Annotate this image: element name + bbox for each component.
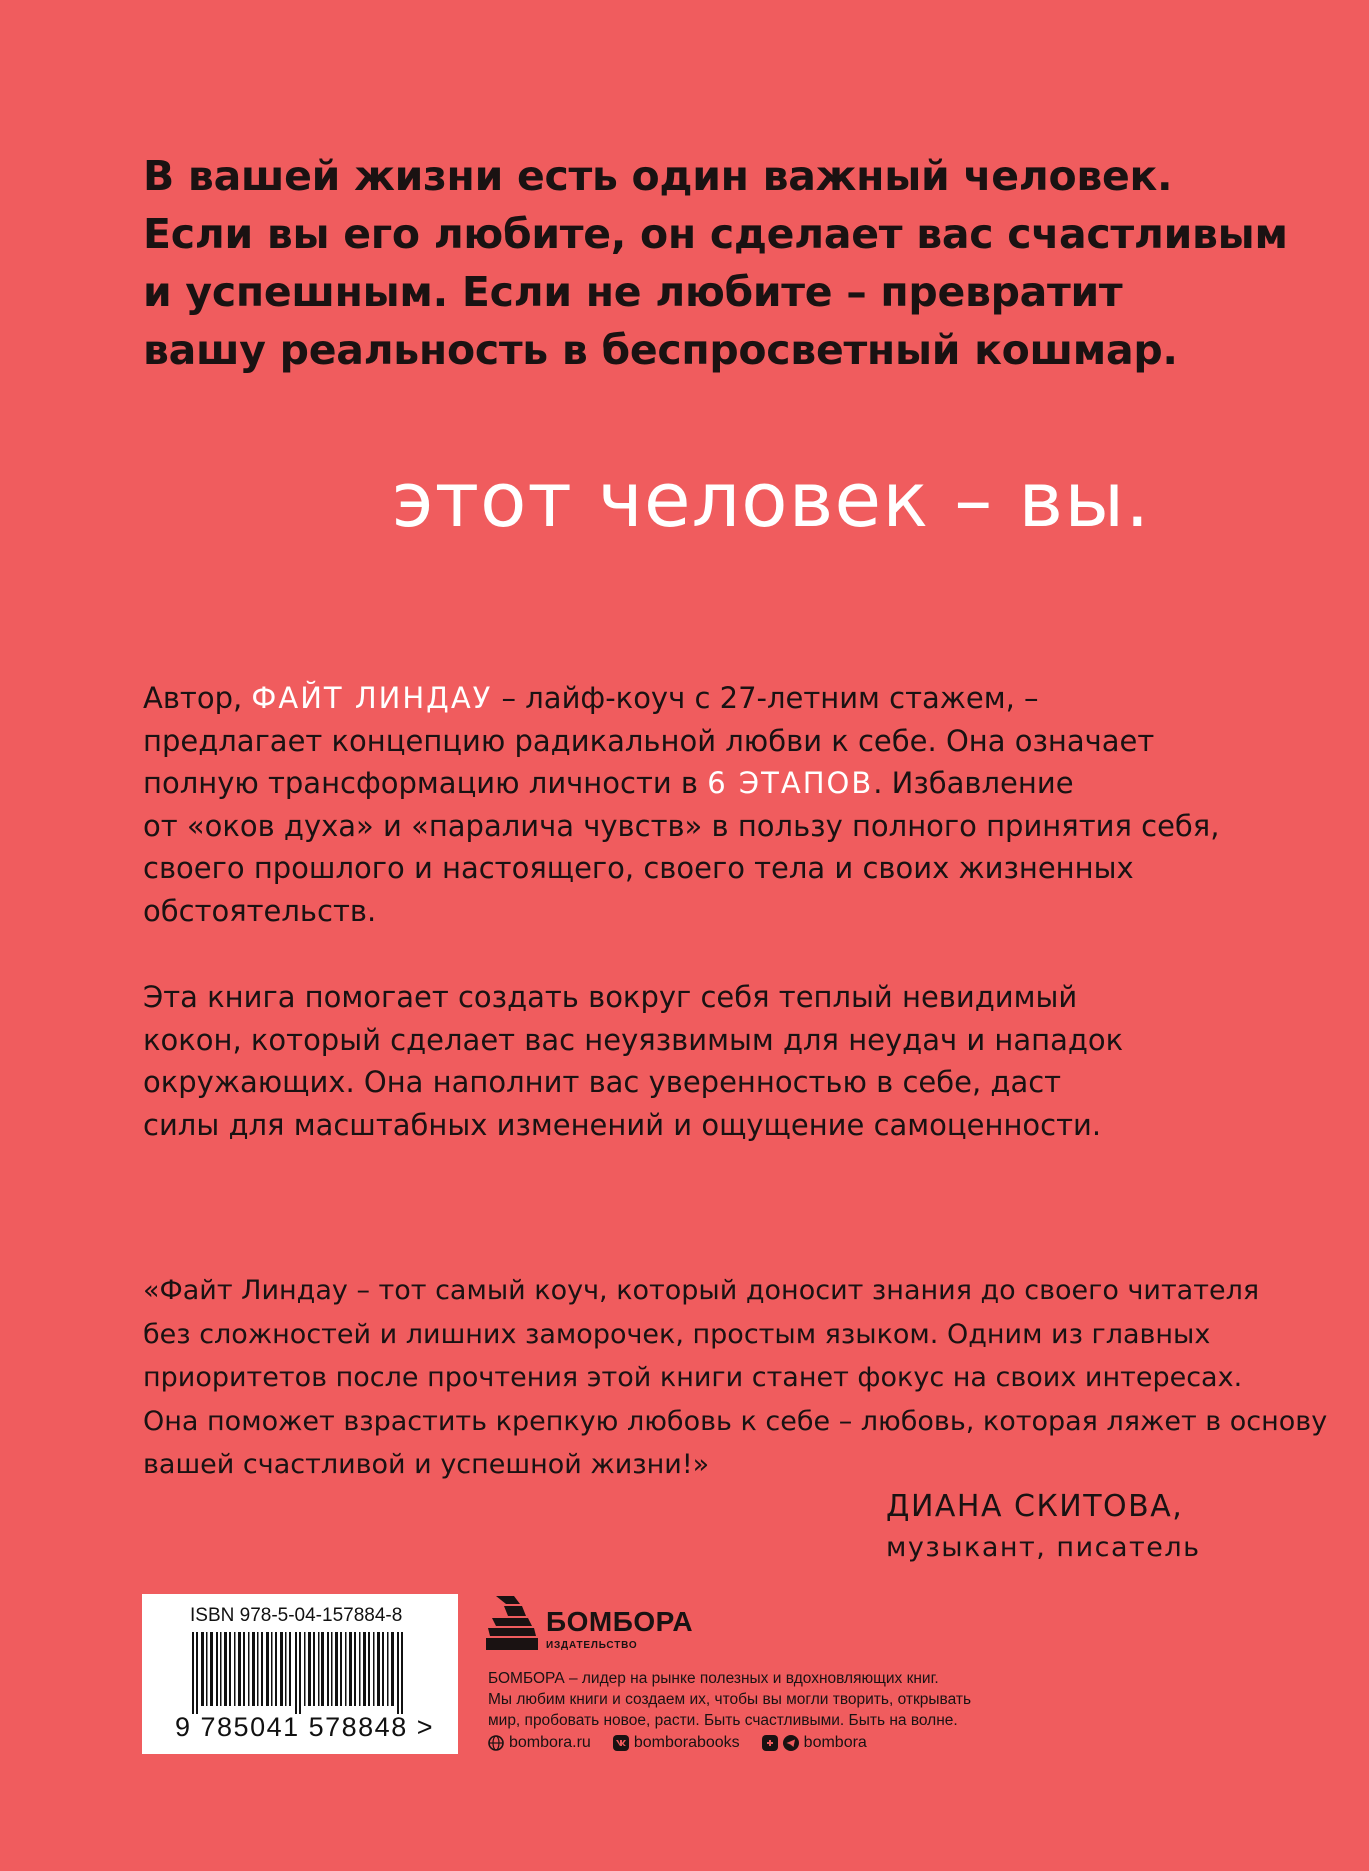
messenger-label: bombora: [803, 1734, 867, 1751]
vk-label: bomborabooks: [633, 1734, 740, 1751]
publisher-socials: [488, 1734, 889, 1752]
vk-icon: [613, 1735, 629, 1751]
barcode-digits: 9 785041 578848 >: [175, 1712, 434, 1742]
publisher-subtitle: ИЗДАТЕЛЬСТВО: [546, 1640, 638, 1651]
author-line-3: полную трансформацию личности в 6 ЭТАПОВ. Избавление: [143, 766, 1074, 800]
headline-line-1: В вашей жизни есть один важный человек.: [143, 152, 1173, 200]
headline-line-2: Если вы его любите, он сделает вас счастливым: [143, 210, 1288, 258]
quote-line-5: вашей счастливой и успешной жизни!»: [143, 1449, 710, 1481]
isbn-barcode-box: [142, 1594, 458, 1754]
quote-author: ДИАНА СКИТОВА,: [886, 1489, 1184, 1524]
globe-icon: [488, 1735, 504, 1751]
quote-line-1: «Файт Линдау – тот самый коуч, который доносит знания до своего читателя: [143, 1275, 1260, 1306]
book-paragraph: [143, 976, 1123, 1146]
publisher-about-line-2: Мы любим книги и создаем их, чтобы вы могли творить, открывать: [488, 1691, 972, 1708]
quote-line-2: без сложностей и лишних заморочек, простым языком. Одним из главных: [143, 1318, 1211, 1350]
quote-line-3: приоритетов после прочтения этой книги станет фокус на своих интересах.: [143, 1362, 1243, 1394]
author-line-5: своего прошлого и настоящего, своего тела и своих жизненных: [143, 851, 1134, 885]
book-line-4: силы для масштабных изменений и ощущение самоценности.: [143, 1107, 1102, 1142]
barcode-icon: [190, 1632, 412, 1714]
publisher-about-line-1: БОМБОРА – лидер на рынке полезных и вдохновляющих книг.: [488, 1670, 939, 1687]
headline: [143, 147, 1293, 379]
site-label: bombora.ru: [509, 1734, 591, 1751]
headline-line-3: и успешным. Если не любите – превратит: [143, 268, 1123, 316]
headline-line-4: вашу реальность в беспросветный кошмар.: [143, 326, 1178, 374]
book-line-3: окружающих. Она наполнит вас уверенностью в себе, даст: [143, 1065, 1062, 1099]
messenger-link[interactable]: [762, 1734, 867, 1752]
tiktok-icon: [762, 1735, 778, 1751]
quote-author-role: музыкант, писатель: [886, 1532, 1201, 1563]
testimonial-quote: [143, 1269, 1327, 1487]
author-name: ФАЙТ ЛИНДАУ: [251, 681, 493, 715]
publisher-about: [488, 1668, 971, 1731]
author-line-1: Автор, ФАЙТ ЛИНДАУ – лайф-коуч с 27-летним стажем, –: [143, 681, 1039, 715]
site-link[interactable]: [488, 1734, 591, 1752]
vk-link[interactable]: [613, 1734, 740, 1752]
tagline: этот человек – вы.: [392, 455, 1151, 544]
isbn-label: ISBN 978-5-04-157884-8: [190, 1605, 403, 1626]
book-line-2: кокон, который сделает вас неуязвимым для неудач и нападок: [143, 1022, 1124, 1057]
author-paragraph: [143, 677, 1219, 932]
publisher-name: БОМБОРА: [546, 1606, 694, 1637]
book-line-1: Эта книга помогает создать вокруг себя теплый невидимый: [143, 980, 1078, 1014]
bombora-logo-icon: [486, 1594, 540, 1652]
quote-line-4: Она поможет взрастить крепкую любовь к себе – любовь, которая ляжет в основу: [143, 1405, 1328, 1437]
stages-highlight: 6 ЭТАПОВ: [707, 766, 874, 800]
author-line-2: предлагает концепцию радикальной любви к себе. Она означает: [143, 723, 1155, 758]
author-line-4: от «оков духа» и «паралича чувств» в пользу полного принятия себя,: [143, 808, 1220, 843]
author-line-6: обстоятельств.: [143, 893, 377, 928]
publisher-about-line-3: мир, пробовать новое, расти. Быть счастливыми. Быть на волне.: [488, 1712, 958, 1729]
telegram-icon: [783, 1735, 799, 1751]
